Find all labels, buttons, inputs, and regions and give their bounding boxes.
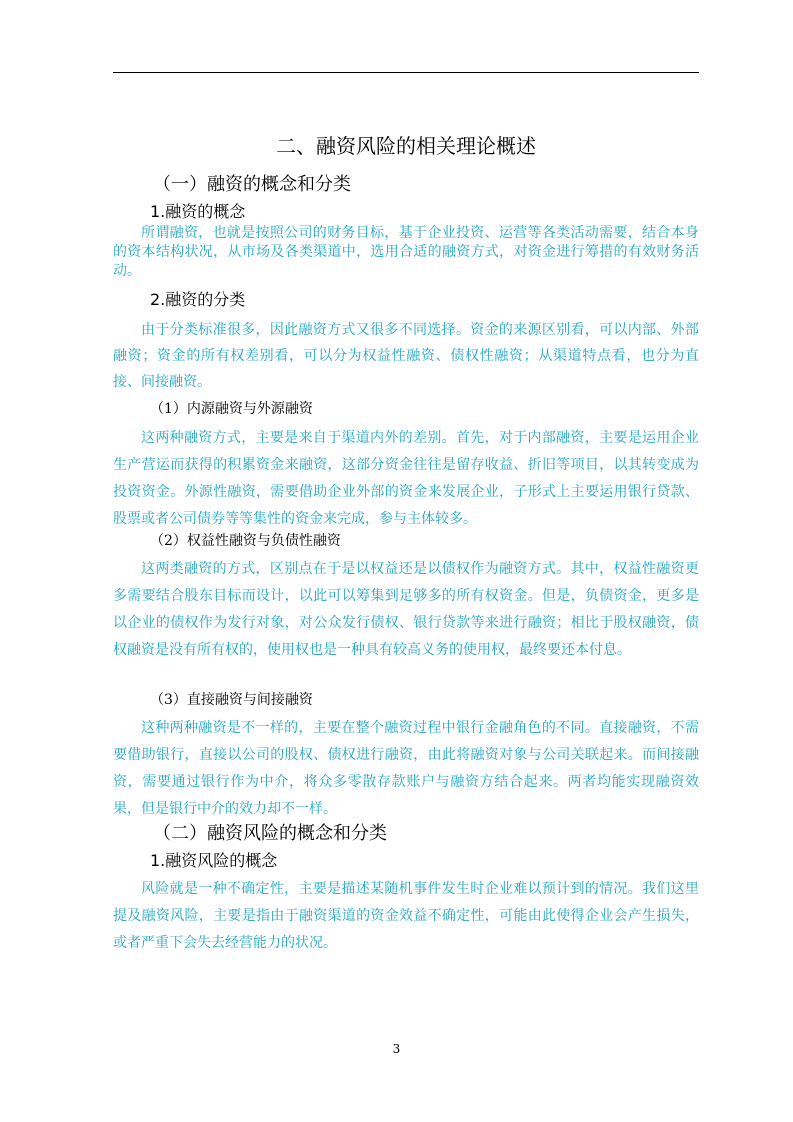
header-rule [113, 72, 699, 73]
section-heading-2: （二）融资风险的概念和分类 [153, 823, 387, 844]
subsection-heading-1-2: 2.融资的分类 [150, 290, 246, 309]
item-heading-3: （3）直接融资与间接融资 [150, 692, 313, 708]
paragraph: 这两类融资的方式，区别点在于是以权益还是以债权作为融资方式。其中，权益性融资更多需要结合股东目标而设计，以此可以筹集到足够多的所有权资金。但是，负债资金，更多是以企业的债权作为发行对象，对公众发行债权、银行贷款等来进行融资；相比于股权融资，债权融资是没有所有权的，使用权也是一种具有较高义务的使用权，最终要还本付息。 [113, 561, 699, 658]
subsection-heading-1-1: 1.融资的概念 [150, 202, 246, 221]
paragraph: 由于分类标准很多，因此融资方式又很多不同选择。资金的来源区别看，可以内部、外部融资；资金的所有权差别看，可以分为权益性融资、债权性融资；从渠道特点看，也分为直接、间接融资。 [113, 322, 699, 390]
item-heading-1: （1）内源融资与外源融资 [150, 401, 313, 417]
item-heading-2: （2）权益性融资与负债性融资 [150, 533, 341, 549]
paragraph: 所谓融资，也就是按照公司的财务目标，基于企业投资、运营等各类活动需要，结合本身的资本结构状况，从市场及各类渠道中，选用合适的融资方式，对资金进行筹措的有效财务活动。 [113, 225, 699, 279]
subsection-heading-2-1: 1.融资风险的概念 [150, 851, 278, 870]
section-heading-1: （一）融资的概念和分类 [153, 174, 351, 195]
chapter-title: 二、融资风险的相关理论概述 [276, 134, 536, 158]
paragraph: 风险就是一种不确定性，主要是描述某随机事件发生时企业难以预计到的情况。我们这里提及融资风险，主要是指由于融资渠道的资金效益不确定性，可能由此使得企业会产生损失，或者严重下会失去经营能力的状况。 [113, 881, 699, 951]
paragraph: 这种两种融资是不一样的，主要在整个融资过程中银行金融角色的不同。直接融资，不需要借助银行，直接以公司的股权、债权进行融资，由此将融资对象与公司关联起来。而间接融资，需要通过银行作为中介，将众多零散存款账户与融资方结合起来。两者均能实现融资效果，但是银行中介的效力却不一样。 [113, 720, 699, 817]
page-number: 3 [392, 1042, 401, 1056]
paragraph: 这两种融资方式，主要是来自于渠道内外的差别。首先，对于内部融资，主要是运用企业生产营运而获得的积累资金来融资，这部分资金往往是留存收益、折旧等项目，以其转变成为投资资金。外源性融资，需要借助企业外部的资金来发展企业，子形式上主要运用银行贷款、股票或者公司债券等等集性的资金来完成，参与主体较多。 [113, 430, 699, 527]
